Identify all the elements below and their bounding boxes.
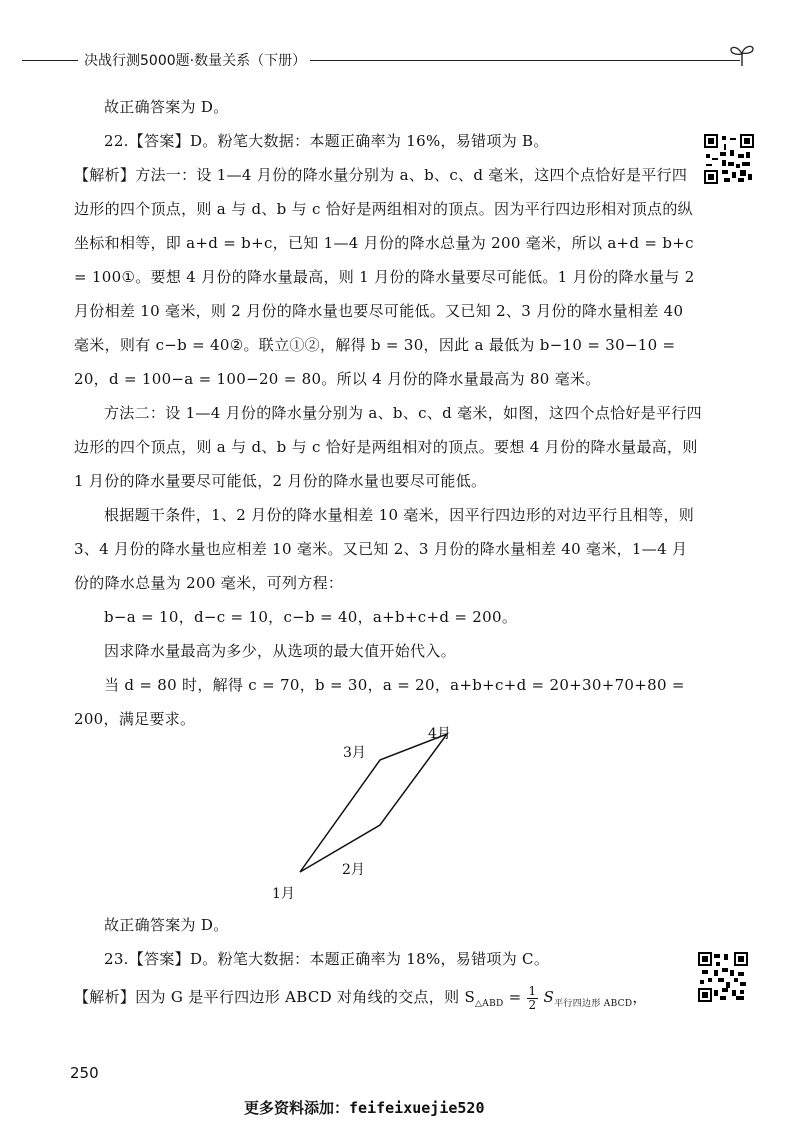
q23-tail: ， [632,988,648,1006]
parallelogram-shape [300,734,447,872]
qr-code-q23[interactable] [698,952,748,1002]
fraction-denominator: 2 [528,997,537,1012]
footer-note [244,1097,484,1118]
answer-conclusion: 故正确答案为 D。 [104,98,229,116]
header-rule-left [22,60,78,61]
q22-answer-line: 22.【答案】D。粉笔大数据：本题正确率为 16%，易错项为 B。 [104,132,549,150]
footer-note-prefix: 更多资料添加： [244,1099,350,1117]
q22-conditions: 根据题干条件，1、2 月份的降水量相差 10 毫米，因平行四边形的对边平行且相等，则 3、4 月份的降水量也应相差 10 毫米。又已知 2、3 月份的降水量相差 40 毫米，1—4 月份的降水总量为 200 毫米，可列方程： [74,506,695,592]
footer-note-handle: feifeixuejie520 [349,1099,485,1117]
fraction-numerator: 1 [528,983,537,998]
q22-equations: b−a = 10，d−c = 10，c−b = 40，a+b+c+d = 200。 [104,608,518,626]
sprout-icon [728,42,756,68]
q23-sub-triangle: △ABD [475,999,504,1009]
fraction-one-half [527,985,539,1012]
qr-code-q22[interactable] [704,134,754,184]
q23-s-symbol: S [543,988,555,1006]
label-mar: 3月 [343,745,366,761]
solution-text-q22 [74,90,702,736]
q23-sub-parallelogram: 平行四边形 ABCD [554,999,633,1009]
q23-answer-line: 23.【答案】D。粉笔大数据：本题正确率为 18%，易错项为 C。 [104,950,550,968]
q22-verification: 当 d = 80 时，解得 c = 70，b = 30，a = 20，a+b+c+d = 20+30+70+80 = 200，满足要求。 [74,676,685,728]
page-number: 250 [70,1064,99,1082]
label-apr: 4月 [428,726,451,742]
label-feb: 2月 [342,862,365,878]
label-jan: 1月 [272,886,295,902]
answer-conclusion-2: 故正确答案为 D。 [104,916,229,934]
running-header-title: 决战行测5000题·数量关系（下册） [80,50,310,70]
solution-text-q23 [74,908,702,1021]
parallelogram-figure [250,722,490,902]
q23-analysis: 【解析】因为 G 是平行四边形 ABCD 对角线的交点，则 $S_{\triangle ABD}$ = $\frac{1}{2}$ $S_{平行四边形 ABCD}$， [74,983,648,1012]
q22-substitution-note: 因求降水量最高为多少，从选项的最大值开始代入。 [104,642,456,660]
q22-analysis-method-2: 方法二：设 1—4 月份的降水量分别为 a、b、c、d 毫米，如图，这四个点恰好是平行四边形的四个顶点，则 a 与 d、b 与 c 恰好是两组相对的顶点。要想 4 月份的降水量最高，则 1 月份的降水量要尽可能低，2 月份的降水量也要尽可能低。 [74,404,702,490]
q23-analysis-text: 【解析】因为 G 是平行四边形 ABCD 对角线的交点，则 S [74,988,476,1006]
q22-analysis-method-1: 【解析】方法一：设 1—4 月份的降水量分别为 a、b、c、d 毫米，这四个点恰好是平行四边形的四个顶点，则 a 与 d、b 与 c 恰好是两组相对的顶点。因为平行四边形相对顶点的纵坐标和相等，即 a+d = b+c，已知 1—4 月份的降水总量为 200 毫米，所以 a+d = b+c = 100①。要想 4 月份的降水量最高，则 1 月份的降水量要尽可能低。1 月份的降水量与 2 月份相差 10 毫米，则 2 月份的降水量也要尽可能低。又已知 2、3 月份的降水量相差 40 毫米，则有 c−b = 40②。联立①②，解得 b = 30，因此 a 最低为 b−10 = 30−10 = 20，d = 100−a = 100−20 = 80。所以 4 月份的降水量最高为 80 毫米。 [74,166,695,388]
header-rule-right [300,60,740,61]
